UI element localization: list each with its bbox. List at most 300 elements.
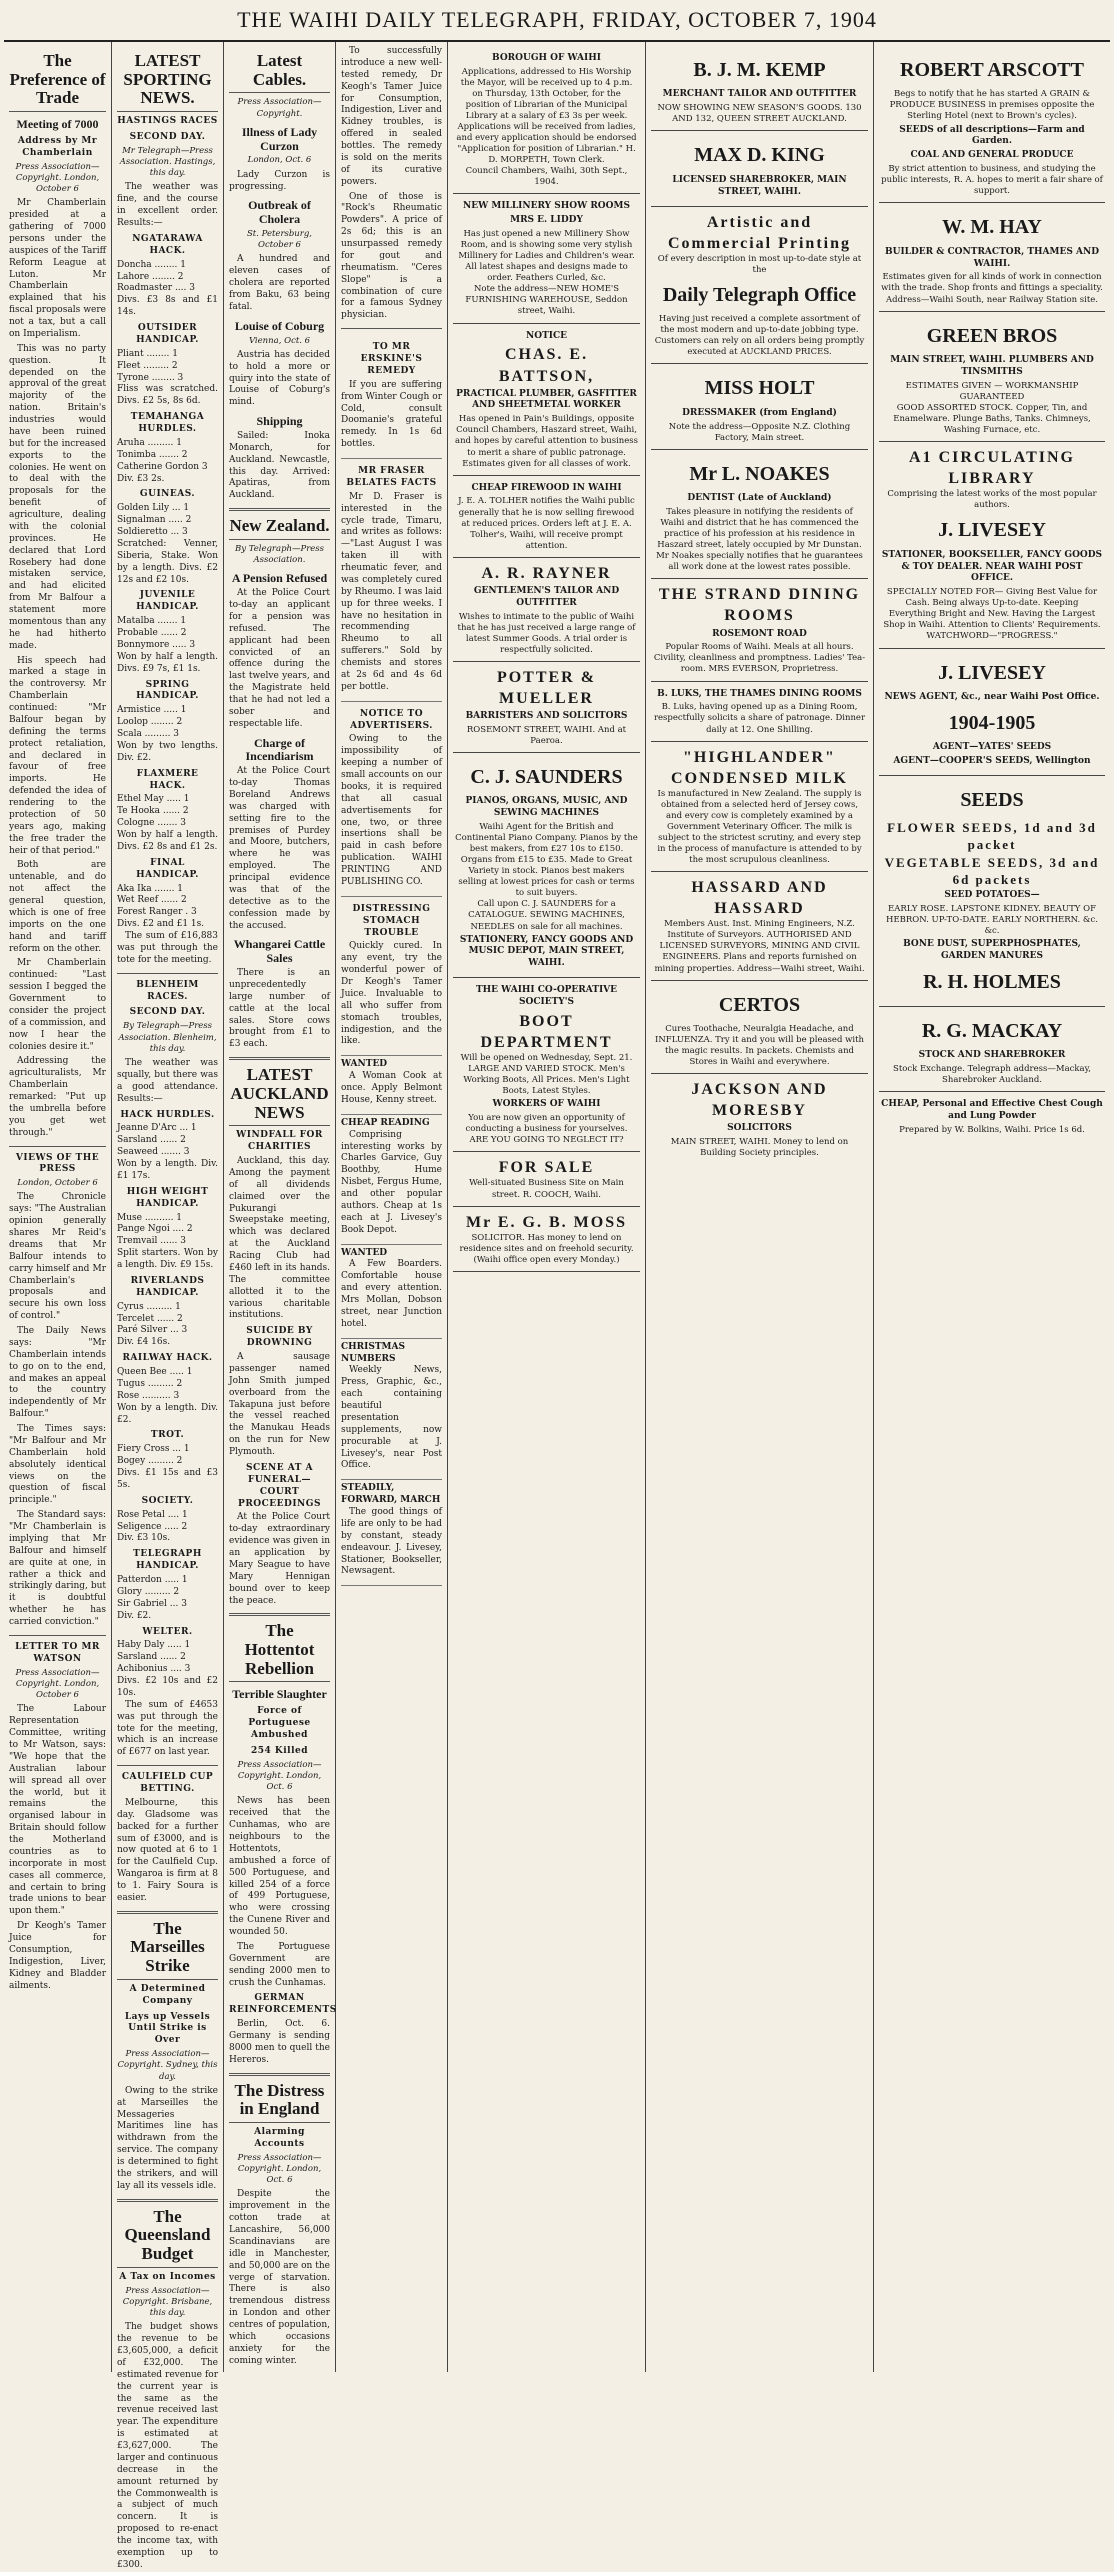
ad-notice: NOTICE <box>526 330 567 341</box>
story-title: A Pension Refused <box>231 571 328 586</box>
ad-title: W. M. HAY <box>942 216 1042 239</box>
ad-title: MAX D. KING <box>694 144 825 167</box>
paragraph: The weather was fine, and the course in excellent order. Results:— <box>117 182 218 229</box>
solicitors-ad <box>651 1074 868 1164</box>
race-placing: Armistice ..... 1 <box>117 705 187 716</box>
paragraph: The sum of £16,883 was put through the tote for the meeting. <box>117 931 218 965</box>
paragraph: The Chronicle says: "The Australian opinion generally shares Mr Reid's dreams that Mr Balfour intends to carry himself and Mr Chamberlain's proposals and secure his own loss of control." <box>9 1192 106 1322</box>
paragraph: Addressing the agriculturalists, Mr Chamberlain remarked: "Put up the umbrella before you get wet through." <box>9 1056 106 1138</box>
race-title: RIVERLANDS HANDICAP. <box>130 1275 205 1298</box>
ad-title: NOTICE TO ADVERTISERS. <box>350 708 433 731</box>
dateline: By Telegraph—Press Association. <box>234 543 325 566</box>
ad-text: Estimates given for all kinds of work in connection with the trade. Shop fronts and fittings a speciality. Address—Waihi South, near Railway Station site. <box>881 272 1103 305</box>
divider <box>117 2199 218 2202</box>
ad-title: CHEAP, Personal and Effective Chest Cough and Lung Powder <box>881 1099 1103 1122</box>
ad-title: Mr L. NOAKES <box>689 462 830 485</box>
story-title: Charge of Incendiarism <box>245 735 314 764</box>
paragraph: Mr Chamberlain presided at a gathering of 7000 persons under the auspices of the Tariff Reform League at Luton. Mr Chamberlain explained that his fiscal proposals were not a tax, but a call on Imperialism. <box>9 198 106 339</box>
paragraph: His speech had marked a stage in the controversy. Mr Chamberlain continued: "Mr Balfour began by defining the terms protect retaliation, and declared in favour of free imports. He defended the idea of rendering to the protection of 50 years ago, making the free trader the heir of that period." <box>9 655 106 856</box>
race-title: HIGH WEIGHT HANDICAP. <box>126 1186 209 1209</box>
paragraph: Both are untenable, and do not affect the general question, which is one of free imports on the one hand and tariff reform on the other. <box>9 860 106 954</box>
ad-text: SOLICITOR. Has money to lend on residence sites and on freehold security. (Waihi office open every Monday.) <box>459 1232 634 1265</box>
ad-subtitle: PRACTICAL PLUMBER, GASFITTER AND SHEETMETAL WORKER <box>456 388 637 411</box>
ad-subtitle: BOOT DEPARTMENT <box>480 1012 613 1052</box>
race-placing: Seligence ..... 2 <box>117 1521 188 1532</box>
millinery-ad <box>453 194 640 323</box>
ad-subtitle: STATIONER, BOOKSELLER, FANCY GOODS & TOY DEALER. NEAR WAIHI POST OFFICE. <box>881 549 1103 584</box>
column-3 <box>224 42 336 2372</box>
dateline: London, Oct. 6 <box>247 155 312 166</box>
for-sale-ad <box>453 1152 640 1206</box>
race-placing: Pange Ngoi .... 2 <box>117 1224 193 1235</box>
ad-item: FLOWER SEEDS, 1d and 3d packet <box>887 820 1097 853</box>
story-title: Illness of Lady Curzon <box>241 124 318 153</box>
ad-text: SPECIALLY NOTED FOR— Giving Best Value for Cash. Being always Up-to-date. Keeping Everything Bright and New. Having the Largest Shop in Waihi. Attention to Clients' Requirements. WATCHWORD—"PROGRESS." <box>883 587 1101 642</box>
ad-text: You are now given an opportunity of conducting a business for yourselves. ARE YOU GOING TO NEGLECT IT? <box>465 1113 628 1146</box>
paragraph: One of those is "Rock's Rheumatic Powders". A price of 2s 6d; this is an unsurpassed remedy for gout and rheumatism. "Ceres Slope" is a combination of cure for a famous Sydney physician. <box>341 191 442 321</box>
ad-title: GREEN BROS <box>926 324 1058 347</box>
article-heading: The Distress in England <box>229 2082 330 2123</box>
race-results <box>117 234 218 931</box>
dining-ad <box>651 682 868 742</box>
ad-title: R. G. MACKAY <box>921 1020 1063 1043</box>
divider <box>9 1635 106 1636</box>
article-address: Address by Mr Chamberlain <box>17 135 98 158</box>
race-results <box>117 1110 218 1700</box>
ad-text: Note the address—Opposite N.Z. Clothing Factory, Main street. <box>668 421 851 443</box>
race-placing: Fleet ......... 2 <box>117 360 178 371</box>
ad-subtitle: PIANOS, ORGANS, MUSIC, AND SEWING MACHINES <box>465 796 628 819</box>
paragraph: This was no party question. It depended on the approval of the great majority of the nation. Britain's industries would have been ruined but for the increased exports to the colonies. He went on to deal with the proposals for the benefit of agriculture, dealing with the colonial provinces. He declared that Lord Rosebery had done mistaken service, and had elicited from Mr Balfour a statement more momentous than any he had hitherto made. <box>9 343 106 651</box>
ad-title: THE WAIHI CO-OPERATIVE SOCIETY'S <box>475 985 618 1008</box>
ad-title: WANTED <box>341 1247 388 1258</box>
ad-title: HASSARD AND HASSARD <box>691 879 828 918</box>
ad-text: Comprising the latest works of the most popular authors. <box>887 489 1097 511</box>
race-placing: Te Hooka ...... 2 <box>117 806 189 817</box>
dateline: By Telegraph—Press Association. Blenheim, this day. <box>118 1021 217 1054</box>
section-heading: LETTER TO MR WATSON <box>15 1641 100 1664</box>
ad-title: J. LIVESEY <box>938 661 1046 684</box>
ad-office: Daily Telegraph Office <box>662 283 857 306</box>
race-placing: Scala ......... 3 <box>117 729 180 740</box>
paragraph: Despite the improvement in the cotton trade at Lancashire, 56,000 Scandinavians are idle in Manchester, and 50,000 are on the verge of starvation. There is also tremendous distress in London and other centres of population, which occasions anxiety for the coming winter. <box>229 2189 330 2366</box>
dateline: Mr Telegraph—Press Association. Hastings, this day. <box>119 145 216 179</box>
race-placing: Glory ......... 2 <box>117 1586 180 1597</box>
classified-ad <box>341 1056 442 1115</box>
race-placing: Matalba ....... 1 <box>117 616 187 627</box>
milk-ad <box>651 742 868 873</box>
ad-title: TO MR ERSKINE'S REMEDY <box>360 342 423 376</box>
meeting-title: HASTINGS RACES <box>117 116 218 127</box>
dateline: St. Petersburg, October 6 <box>246 228 312 251</box>
race-placing: Roadmaster .... 3 <box>117 283 195 294</box>
article-subheading: 254 Killed <box>250 1745 309 1756</box>
dateline: Press Association—Copyright. London, October 6 <box>15 161 100 195</box>
race-dividend: Divs. £3 8s and £1 14s. <box>117 295 218 318</box>
race-placing: Sarsland ...... 2 <box>117 1652 186 1663</box>
race-placing: Sarsland ...... 2 <box>117 1135 186 1146</box>
ad-text: Having just received a complete assortment of the most modern and up-to-date jobbing type. Customers can rely on all orders being promptly executed at AUCKLAND PRICES. <box>654 314 865 358</box>
ad-text: Has opened in Pain's Buildings, opposite Council Chambers, Haszard street, Waihi, and hopes by careful attention to business to merit a share of public patronage. Estimates given for all classes of work. <box>455 414 639 469</box>
race-title: SOCIETY. <box>141 1495 194 1506</box>
builder-ad <box>879 203 1105 311</box>
paragraph: Sailed: Inoka Monarch, for Auckland. Newcastle, this day. Arrived: Apatiras, from Auckland. <box>229 430 330 501</box>
race-placing: Fiery Cross ... 1 <box>117 1444 190 1455</box>
article-subheading: Force of Portuguese Ambushed <box>248 1706 311 1740</box>
race-placing: Sir Gabriel ... 3 <box>117 1598 187 1609</box>
race-dividend: Split starters. Won by a length. Div. £9 15s. <box>117 1248 218 1270</box>
race-placing: Seaweed ....... 3 <box>117 1147 190 1158</box>
race-title: JUVENILE HANDICAP. <box>136 590 199 613</box>
race-dividend: Divs. £1 15s and £3 5s. <box>117 1468 218 1490</box>
classified-ad <box>341 897 442 1057</box>
story-title: Whangarei Cattle Sales <box>233 937 326 966</box>
race-dividend: Div. £4 16s. <box>117 1337 171 1348</box>
article-subheading: A Determined Company <box>129 1983 206 2006</box>
race-title: SPRING HANDICAP. <box>136 679 199 702</box>
paragraph: At the Police Court to-day Thomas Boreland Andrews was charged with setting fire to the premises of Purdey and Moore, butchers, where he was employed. The principal evidence was that of the detective as to the confession made by the accused. <box>229 766 330 931</box>
column-6 <box>646 42 874 2372</box>
dressmaker-ad <box>651 364 868 449</box>
ad-title: MR FRASER BELATES FACTS <box>346 466 437 488</box>
ad-subtitle: ROSEMONT ROAD <box>712 628 807 639</box>
tailor-ad <box>453 558 640 662</box>
ad-title: NEW MILLINERY SHOW ROOMS <box>463 201 630 212</box>
race-title: HACK HURDLES. <box>120 1109 215 1120</box>
ad-text: Begs to notify that he has started A GRAIN & PRODUCE BUSINESS in premises opposite the Sterling Hotel (next to Brown's cycles). <box>889 89 1095 122</box>
paragraph: The weather was squally, but there was a good attendance. Results:— <box>117 1058 218 1104</box>
sharebroker-ad <box>879 1007 1105 1092</box>
ad-text: ESTIMATES GIVEN — WORKMANSHIP GUARANTEED <box>905 380 1079 402</box>
solicitor-ad <box>453 1207 640 1272</box>
newsagent-ad <box>879 649 1105 776</box>
ad-footer: Note the address—NEW HOME'S FURNISHING WAREHOUSE, Seddon street, Waihi. <box>465 284 628 317</box>
ad-title: A. R. RAYNER <box>481 564 612 582</box>
library-ad <box>879 442 1105 649</box>
ad-text: ROSEMONT STREET, WAIHI. And at Paeroa. <box>466 724 627 746</box>
ad-title: DISTRESSING STOMACH TROUBLE <box>352 903 431 938</box>
ad-text: Mr D. Fraser is interested in the cycle trade, Timaru, and writes as follows:—"Last August I was taken ill with rheumatic fever, and was completely cured by Rheumo. I was laid up for three weeks. I have no hesitation in recommending Rheumo to all sufferers." Sold by chemists and stores at 2s 6d and 4s 6d per bottle. <box>341 491 442 692</box>
plumbers-ad <box>879 312 1105 442</box>
ad-text: GOOD ASSORTED STOCK. Copper, Tin, and Enamelware. Plunge Baths, Tanks. Chimneys, Washing Furnace, etc. <box>893 402 1091 435</box>
article-subheading: A Tax on Incomes <box>119 2271 216 2282</box>
paragraph: Mr Chamberlain continued: "Last session I begged the Government to consider the project of a commission, and now I hear the colonies desire it." <box>9 958 106 1052</box>
ad-address: STATIONERY, FANCY GOODS AND MUSIC DEPOT, MAIN STREET, WAIHI. <box>459 934 634 969</box>
divider <box>229 1057 330 1060</box>
race-placing: Tyrone ........ 3 <box>117 372 184 383</box>
ad-text: B. Luks, having opened up as a Dining Room, respectfully solicits a share of patronage. Dinner daily at 12. One Shilling. <box>653 702 866 735</box>
dateline: Press Association—Copyright. <box>237 97 322 119</box>
race-placing: Doncha ........ 1 <box>117 259 186 270</box>
race-title: NGATARAWA HACK. <box>132 233 203 256</box>
race-title: TEMAHANGA HURDLES. <box>130 412 205 435</box>
ad-text: Has just opened a new Millinery Show Room, and is showing some very stylish Millinery for Ladies and Children's wear. All latest shapes and designs made to order. Feathers Curled, &c. <box>458 229 635 284</box>
paragraph: To successfully introduce a new well-tested remedy, Dr Keogh's Tamer Juice for Consumption, Indigestion, Liver and Kidney troubles, is offered in sealed bottles. The remedy is sold on the merits of its curative powers. <box>341 46 442 187</box>
cough-powder-ad <box>879 1092 1105 1141</box>
day-title: SECOND DAY. <box>129 1007 206 1018</box>
race-dividend: Divs. £2 and £1 1s. <box>117 919 205 930</box>
ad-text: By strict attention to business, and studying the public interests, R. A. hopes to merit a fair share of support. <box>881 164 1103 197</box>
article-subheading: Lays up Vessels Until Strike is Over <box>124 2011 211 2046</box>
ad-subtitle: NEWS AGENT, &c., near Waihi Post Office. <box>884 691 1100 702</box>
race-dividend: Div. £3 10s. <box>117 1533 171 1544</box>
ad-subtitle: BARRISTERS AND SOLICITORS <box>465 710 628 721</box>
divider <box>229 508 330 511</box>
ad-subtitle: LICENSED SHAREBROKER, MAIN STREET, WAIHI. <box>672 174 847 197</box>
dateline: Press Association—Copyright. Brisbane, this day. <box>122 2285 213 2319</box>
classified-ad <box>341 1115 442 1245</box>
classified-ad <box>341 702 442 897</box>
race-placing: Rose .......... 3 <box>117 1390 180 1401</box>
ad-title: FOR SALE <box>498 1159 595 1177</box>
race-dividend: Fliss was scratched. Divs. £2 5s, 8s 6d. <box>117 384 218 407</box>
divider <box>117 1765 218 1766</box>
dateline: Vienna, Oct. 6 <box>248 335 311 346</box>
ad-item: SEED POTATOES— <box>944 889 1040 900</box>
ad-title: CHEAP READING <box>341 1117 430 1128</box>
paragraph: The Daily News says: "Mr Chamberlain intends to go on to the end, and makes an appeal to the country independently of Mr Balfour." <box>9 1326 106 1420</box>
paragraph: The Standard says: "Mr Chamberlain is implying that Mr Balfour and himself are quite at one, in rather a thick and strikingly daring, but it is doubtful whether he has carried conviction." <box>9 1510 106 1628</box>
borough-notice <box>453 46 640 194</box>
dining-ad <box>651 579 868 681</box>
race-placing: Aruha ......... 1 <box>117 437 182 448</box>
race-placing: Ethel May ..... 1 <box>117 794 190 805</box>
race-dividend: Scratched: Venner, Siberia, Stake. Won by a length. Divs. £2 12s and £2 10s. <box>117 538 218 585</box>
ad-subtitle: SOLICITORS <box>727 1123 792 1134</box>
race-placing: Achibonius .... 3 <box>117 1664 191 1675</box>
ad-text: Of every description in most up-to-date style at the <box>657 253 862 275</box>
ad-text: Cures Toothache, Neuralgia Headache, and INFLUENZA. Try it and you will be pleased with the magic results. In packets. Chemists and Stores in Waihi and everywhere. <box>655 1023 864 1068</box>
dateline: Press Association—Copyright. London, Oct. 6 <box>237 2152 322 2186</box>
race-placing: Paré Silver ... 3 <box>117 1325 188 1336</box>
classified-ad <box>341 1245 442 1339</box>
ad-name: J. LIVESEY <box>938 519 1046 542</box>
ad-title: JACKSON AND MORESBY <box>691 1081 828 1120</box>
solicitors-ad <box>453 662 640 753</box>
ad-title: B. J. M. KEMP <box>693 59 826 81</box>
ad-text: AGENT—COOPER'S SEEDS, Wellington <box>893 756 1091 767</box>
race-dividend: Div. £2. <box>117 1610 152 1621</box>
nz-heading: New Zealand. <box>229 517 330 540</box>
story-title: Shipping <box>256 414 303 429</box>
ad-title: SEEDS <box>960 788 1024 811</box>
ad-text: NOW SHOWING NEW SEASON'S GOODS. 130 AND 132, QUEEN STREET AUCKLAND. <box>657 103 862 125</box>
ad-title: C. J. SAUNDERS <box>470 765 623 788</box>
race-title: WELTER. <box>142 1626 193 1637</box>
ad-name: MRS E. LIDDY <box>510 215 583 226</box>
classified-ad <box>341 1480 442 1586</box>
ad-text: Takes pleasure in notifying the residents of Waihi and district that he has commenced the practice of his profession at his residence in Haszard street, lately occupied by Mr Dunstan. Mr Noakes specially notifies that he guarantees all work done at the lowest rates possible. <box>656 507 863 573</box>
column-5 <box>448 42 646 2372</box>
race-placing: Rose Petal .... 1 <box>117 1509 188 1520</box>
paragraph: A sausage passenger named John Smith jumped overboard from the Takapuna just before the vessel reached the Manukau Heads on the run for New Plymouth. <box>229 1352 330 1458</box>
tailor-ad <box>651 46 868 131</box>
ad-text: Quickly cured. In any event, try the wonderful power of Dr Keogh's Tamer Juice. Invaluable to all who suffer from stomach troubles, indigestion, and the like. <box>341 941 442 1047</box>
race-placing: Wet Reef ...... 2 <box>117 895 187 906</box>
race-title: FLAXMERE HACK. <box>136 768 199 791</box>
article-subheading: Alarming Accounts <box>254 2127 305 2149</box>
ad-text: Is manufactured in New Zealand. The supply is obtained from a selected herd of Jersey cows, and every cow is completely examined by a Government Veterinary Officer. The milk is subject to the strictest scrutiny, and every step in the process of manufacture is attended to by the most scrupulous cleanliness. <box>657 788 862 866</box>
ad-footer: Call upon C. J. SAUNDERS for a CATALOGUE. SEWING MACHINES, NEEDLES on sale for all machines. <box>468 899 625 932</box>
article-subheading: Meeting of 7000 <box>16 117 99 132</box>
ad-subtitle: GENTLEMEN'S TAILOR AND OUTFITTER <box>473 585 620 608</box>
race-placing: Tonimba ....... 2 <box>117 449 188 460</box>
ad-text: Weekly News, Press, Graphic, &c., each containing beautiful presentation supplements, now procurable at J. Livesey's, near Post Office. <box>341 1365 442 1471</box>
ad-title: "HIGHLANDER" CONDENSED MILK <box>671 748 848 787</box>
ad-subtitle: COAL AND GENERAL PRODUCE <box>910 150 1074 161</box>
race-placing: Tremvail ...... 3 <box>117 1236 186 1247</box>
race-placing: Patterdon ..... 1 <box>117 1575 188 1585</box>
ad-title: CHEAP FIREWOOD IN WAIHI <box>471 482 622 493</box>
race-placing: Tugus ......... 2 <box>117 1378 183 1389</box>
columns <box>4 42 1110 2570</box>
ad-year: 1904-1905 <box>948 711 1036 734</box>
ad-text: Wishes to intimate to the public of Waihi that he has just received a large range of latest Summer Goods. A trial order is respectfully solicited. <box>457 611 636 655</box>
article-subheading: Terrible Slaughter <box>232 1687 327 1702</box>
story-title: Outbreak of Cholera <box>248 198 311 227</box>
race-placing: Catherine Gordon 3 <box>117 461 208 472</box>
race-title: RAILWAY HACK. <box>122 1353 213 1364</box>
ad-text: EARLY ROSE. LAPSTONE KIDNEY. BEAUTY OF HEBRON. UP-TO-DATE. EARLY NORTHERN. &c. &c. <box>886 903 1098 936</box>
masthead: THE WAIHI DAILY TELEGRAPH, FRIDAY, OCTOBER 7, 1904 <box>4 0 1110 42</box>
paragraph: Melbourne, this day. Gladsome was backed for a further sum of £3000, and is now quoted at 6 to 1 for the Caulfield Cup. Wangaroa is firm at 8 to 1. Fairy Soura is easier. <box>117 1797 218 1903</box>
ad-callout: WORKERS OF WAIHI <box>492 1099 601 1110</box>
day-title: SECOND DAY. <box>129 131 206 142</box>
ad-title: A1 CIRCULATING LIBRARY <box>909 448 1075 488</box>
article-heading: The Hottentot Rebellion <box>229 1622 330 1682</box>
paragraph: The Portuguese Government are sending 2000 men to crush the Cunhamas. <box>229 1941 330 1988</box>
ad-text: If you are suffering from Winter Cough or Cold, consult Doomanie's grateful remedy. In 1s 6d bottles. <box>341 379 442 450</box>
ad-text: Comprising interesting works by Charles Garvice, Guy Boothby, Hume Nisbet, Fergus Hume, and other popular authors. Cheap at 1s each at J. Livesey's Book Depot. <box>341 1129 442 1235</box>
ad-text: The good things of life are only to be had by constant, steady endeavour. J. Livesey, Stationer, Bookseller, Newsagent. <box>341 1507 442 1577</box>
ad-subtitle: DRESSMAKER (from England) <box>682 407 837 418</box>
section-heading: VIEWS OF THE PRESS <box>15 1152 100 1175</box>
ad-title: Mr E. G. B. MOSS <box>465 1213 628 1231</box>
paragraph: The budget shows the revenue to be £3,605,000, a deficit of £32,000. The estimated revenue for the current year is the same as the revenue received last year. The expenditure is estimated at £3,627,000. The larger and continuous decrease in the amount returned by the Commonwealth is a subject of much concern. It is proposed to re-enact the income tax, with exemption up to £300. <box>117 2322 218 2570</box>
ad-text: A Woman Cook at once. Apply Belmont House, Kenny street. <box>341 1071 442 1105</box>
race-placing: Signalman ..... 2 <box>117 515 192 526</box>
ad-text: Waihi Agent for the British and Continental Piano Company. Pianos by the best makers, from £27 10s to £150. Organs from £15 to £35. Made to Great Variety in stock. Pianos best makers selling at lowest prices for cash or terms to suit buyers. <box>455 822 638 899</box>
ad-subtitle: BUILDER & CONTRACTOR, THAMES AND WAIHI. <box>884 246 1100 269</box>
race-placing: Forest Ranger . 3 <box>117 907 197 918</box>
race-dividend: Div. £3 2s. <box>117 473 165 484</box>
section-heading: CAULFIELD CUP BETTING. <box>121 1772 214 1794</box>
ad-text: AGENT—YATES' SEEDS <box>932 742 1052 753</box>
paragraph: The Labour Representation Committee, writing to Mr Watson, says: "We hope that the Australian labour will spread all over the world, but it remains the organised labour in Britain should follow the Motherland countries as to incorporate in most cases all commerce, and certain to bring trade unions to bear upon them." <box>9 1704 106 1917</box>
race-title: GUINEAS. <box>139 489 196 500</box>
plumber-ad <box>453 324 640 476</box>
dateline: Press Association—Copyright. London, October 6 <box>15 1667 100 1701</box>
paragraph: At the Police Court to-day extraordinary evidence was given in an application by Mary Seague to have Mary Hennigan bound over to keep the peace. <box>229 1512 330 1606</box>
race-placing: Aka Ika ....... 1 <box>117 883 184 894</box>
ad-name: R. H. HOLMES <box>923 970 1061 993</box>
column-4 <box>336 42 448 2372</box>
paragraph: Dr Keogh's Tamer Juice for Consumption, Indigestion, Liver, Kidney and Bladder ailments. <box>9 1921 106 1991</box>
race-placing: Tercelet ...... 2 <box>117 1313 183 1324</box>
ad-date: Council Chambers, Waihi, 30th Sept., 1904. <box>465 166 628 188</box>
race-dividend: Divs. £2 10s and £2 10s. <box>117 1676 218 1698</box>
paragraph: The sum of £4653 was put through the tote for the meeting, which is an increase of £677 on last year. <box>117 1699 218 1758</box>
race-placing: Jeanne D'Arc ... 1 <box>117 1123 197 1134</box>
ad-title: BOROUGH OF WAIHI <box>492 53 601 63</box>
divider <box>9 1146 106 1147</box>
race-placing: Haby Daly ..... 1 <box>117 1640 191 1651</box>
race-dividend: Won by half a length. Divs. £2 8s and £1 2s. <box>117 830 218 852</box>
ad-title: POTTER & MUELLER <box>496 668 597 707</box>
article-heading: The Marseilles Strike <box>117 1920 218 1980</box>
race-placing: Bonnymore ..... 3 <box>117 639 196 650</box>
ad-title: STEADILY, FORWARD, MARCH <box>341 1483 441 1506</box>
ad-text: Members Aust. Inst. Mining Engineers, N.Z. Institute of Surveyors. AUTHORISED AND LICENSED SURVEYORS, MINING AND CIVIL ENGINEERS. Plans and reports furnished on mining properties. Address—Waihi street, Waihi. <box>654 919 865 974</box>
ad-title: ROBERT ARSCOTT <box>900 59 1084 81</box>
printing-ad <box>651 207 868 365</box>
race-dividend: Won by a length. Div. £2. <box>117 1402 218 1425</box>
race-title: FINAL HANDICAP. <box>136 857 199 880</box>
story-title: SCENE AT A FUNERAL—COURT PROCEEDINGS <box>238 1462 321 1509</box>
seeds-ad <box>879 776 1105 1007</box>
paragraph: A hundred and eleven cases of cholera are reported from Baku, 63 being fatal. <box>229 254 330 312</box>
race-dividend: Won by half a length. Divs. £9 7s, £1 1s. <box>117 651 218 674</box>
ad-subtitle: MERCHANT TAILOR AND OUTFITTER <box>662 89 857 100</box>
story-title: Louise of Coburg <box>234 318 325 333</box>
dateline: Press Association—Copyright. London, Oct. 6 <box>237 1759 322 1793</box>
article-heading: The Queensland Budget <box>117 2208 218 2268</box>
paragraph: The Times says: "Mr Balfour and Mr Chamberlain hold absolutely identical views on the question of fiscal principle." <box>9 1424 106 1506</box>
remedy-ad <box>651 981 868 1075</box>
surveyor-ad <box>651 872 868 980</box>
ad-text: J. E. A. TOLHER notifies the Waihi public generally that he is now selling firewood at reduced prices. Orders left at J. E. A. Tolher's, Waihi, will receive prompt attention. <box>458 496 635 551</box>
race-placing: Bogey ......... 2 <box>117 1456 183 1467</box>
ad-text: Applications, addressed to His Worship the Mayor, will be received up to 4 p.m. on Thursday, 13th October, for the position of Librarian of the Municipal Library at a salary of £3 3s per week. Applications will be received from ladies, and every application should be endorsed "Application for position of Librarian." H. D. MORPETH, Town Clerk. <box>456 66 637 166</box>
race-placing: Cologne ....... 3 <box>117 818 186 829</box>
dateline: London, October 6 <box>17 1178 98 1189</box>
article-heading: The Preference of Trade <box>9 52 106 112</box>
paragraph: Berlin, Oct. 6. Germany is sending 8000 men to quell the Hereros. <box>229 2019 330 2065</box>
divider <box>117 1911 218 1914</box>
ad-text: Well-situated Business Site on Main street. R. COOCH, Waihi. <box>469 1178 624 1200</box>
race-placing: Golden Lily ... 1 <box>117 503 190 514</box>
ad-title: THE STRAND DINING ROOMS <box>658 586 861 625</box>
classified-ad <box>341 459 442 702</box>
column-1 <box>4 42 112 2372</box>
race-placing: Cyrus ......... 1 <box>117 1301 181 1312</box>
race-placing: Lahore ........ 2 <box>117 271 184 282</box>
ad-item: BONE DUST, SUPERPHOSPHATES, GARDEN MANURES <box>903 938 1081 961</box>
firewood-ad <box>453 476 640 558</box>
race-dividend: Won by two lengths. Div. £2. <box>117 740 218 763</box>
dateline: Press Association—Copyright. Sydney, this day. <box>117 2049 218 2082</box>
ad-title: CHAS. E. BATTSON, <box>498 346 595 385</box>
race-dividend: Won by a length. Div. £1 17s. <box>117 1159 218 1181</box>
race-title: OUTSIDER HANDICAP. <box>136 323 199 345</box>
cooperative-ad <box>453 978 640 1152</box>
divider <box>229 2073 330 2076</box>
paragraph: News has been received that the Cunhamas, who are neighbours to the Hottentots, ambushed a force of 500 Portuguese, and killed 254 of a force of 499 Portuguese, who were crossing the Cunene River and wounded 50. <box>229 1796 330 1938</box>
ad-title: CERTOS <box>718 993 801 1016</box>
paragraph: There is an unprecedentedly large number of cattle at the local sales. Store cows brought from £1 to £3 each. <box>229 968 330 1050</box>
story-title: SUICIDE BY DROWNING <box>246 1326 313 1349</box>
ad-subtitle: DENTIST (Late of Auckland) <box>687 493 832 504</box>
story-title: WINDFALL FOR CHARITIES <box>236 1130 323 1153</box>
race-title: TELEGRAPH HANDICAP. <box>133 1549 202 1572</box>
ad-title: MISS HOLT <box>704 377 815 400</box>
ad-subtitle: MAIN STREET, WAIHI. PLUMBERS AND TINSMITHS <box>890 354 1094 377</box>
ad-subtitle: STOCK AND SHAREBROKER <box>918 1050 1066 1061</box>
ad-text: Prepared by W. Bolkins, Waihi. Price 1s 6d. <box>899 1125 1085 1136</box>
ad-text: Popular Rooms of Waihi. Meals at all hours. Civility, cleanliness and promptness. Ladies' Tea-room. MRS EVERSON, Proprietress. <box>653 642 866 675</box>
paragraph: Austria has decided to hold a more or quiry into the state of Louise of Coburg's mind. <box>229 349 330 408</box>
ad-text: Will be opened on Wednesday, Sept. 21. LARGE AND VARIED STOCK. Men's Working Boots, All Prices. Men's Light Boots, Latest Styles. <box>460 1053 633 1097</box>
